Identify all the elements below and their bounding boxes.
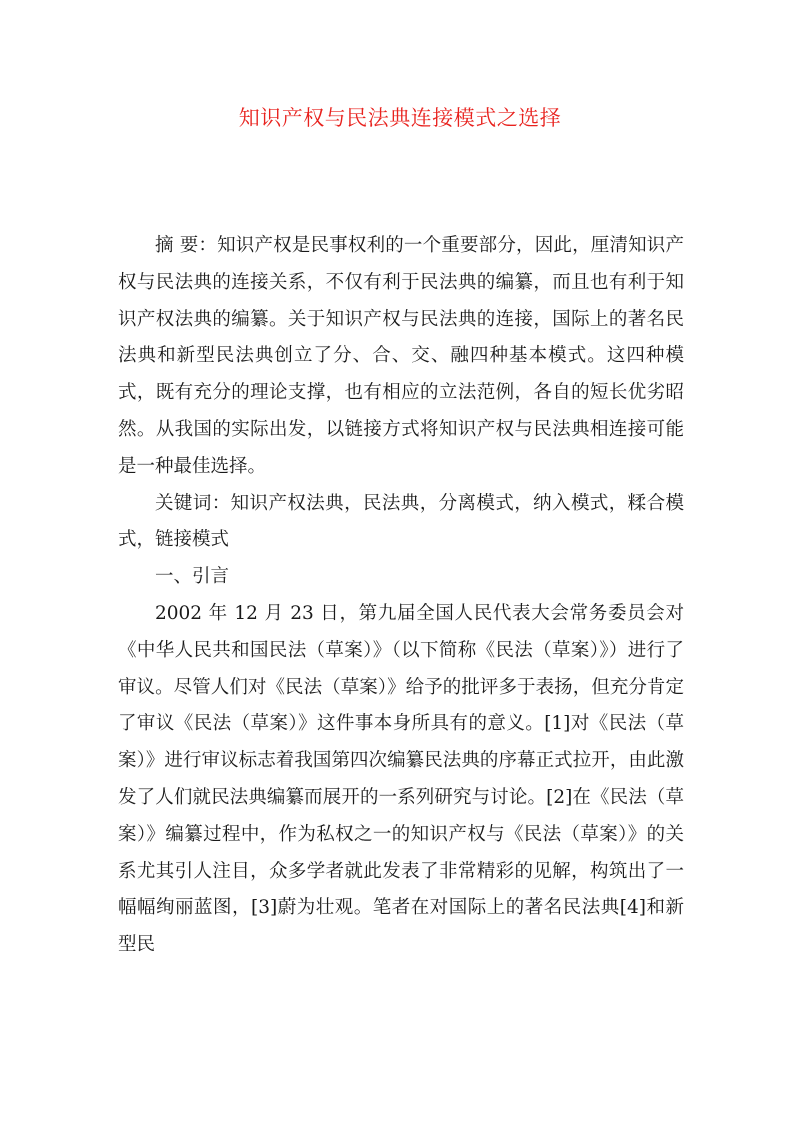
document-body	[118, 228, 684, 964]
intro-paragraph: 2002 年 12 月 23 日，第九届全国人民代表大会常务委员会对《中华人民共和国民法（草案）》（以下简称《民法（草案）》）进行了审议。尽管人们对《民法（草案）》给予的批评多于表扬，但充分肯定了审议《民法（草案）》这件事本身所具有的意义。[1]对《民法（草案）》进行审议标志着我国第四次编纂民法典的序幕正式拉开，由此激发了人们就民法典编纂而展开的一系列研究与讨论。[2]在《民法（草案）》编纂过程中，作为私权之一的知识产权与《民法（草案）》的关系尤其引人注目，众多学者就此发表了非常精彩的见解，构筑出了一幅幅绚丽蓝图，[3]蔚为壮观。笔者在对国际上的著名民法典[4]和新型民	[118, 602, 684, 956]
section-heading: 一、引言	[155, 566, 230, 588]
keywords-paragraph: 关键词：知识产权法典，民法典，分离模式，纳入模式，糅合模式，链接模式	[118, 492, 684, 551]
document-title: 知识产权与民法典连接模式之选择	[238, 106, 562, 130]
abstract-paragraph: 摘 要：知识产权是民事权利的一个重要部分，因此，厘清知识产权与民法典的连接关系，不仅有利于民法典的编纂，而且也有利于知识产权法典的编纂。关于知识产权与民法典的连接，国际上的著名民法典和新型民法典创立了分、合、交、融四种基本模式。这四种模式，既有充分的理论支撑，也有相应的立法范例，各自的短长优劣昭然。从我国的实际出发，以链接方式将知识产权与民法典相连接可能是一种最佳选择。	[118, 235, 684, 477]
